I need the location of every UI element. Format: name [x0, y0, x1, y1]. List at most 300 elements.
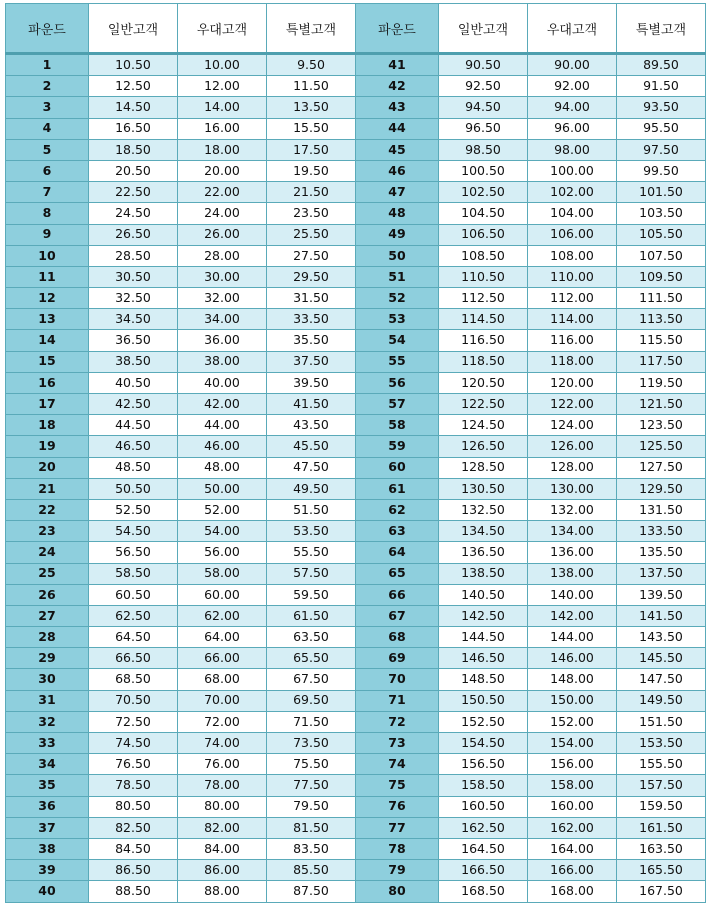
preferred-price-cell: 120.00 — [528, 372, 617, 393]
preferred-price-cell: 40.00 — [178, 372, 267, 393]
preferred-price-cell: 104.00 — [528, 203, 617, 224]
pound-cell: 16 — [6, 372, 89, 393]
pound-cell: 26 — [6, 584, 89, 605]
pound-cell: 56 — [356, 372, 439, 393]
table-row — [6, 436, 706, 457]
pound-cell: 73 — [356, 733, 439, 754]
preferred-price-cell: 116.00 — [528, 330, 617, 351]
regular-price-cell: 50.50 — [89, 478, 178, 499]
preferred-price-cell: 92.00 — [528, 76, 617, 97]
preferred-price-cell: 48.00 — [178, 457, 267, 478]
special-price-cell: 133.50 — [617, 521, 706, 542]
regular-price-cell: 30.50 — [89, 266, 178, 287]
preferred-price-cell: 54.00 — [178, 521, 267, 542]
preferred-price-cell: 134.00 — [528, 521, 617, 542]
special-price-cell: 103.50 — [617, 203, 706, 224]
special-price-cell: 119.50 — [617, 372, 706, 393]
pound-cell: 29 — [6, 648, 89, 669]
special-price-cell: 147.50 — [617, 669, 706, 690]
special-price-cell: 47.50 — [267, 457, 356, 478]
pound-cell: 62 — [356, 499, 439, 520]
header-preferred-right: 우대고객 — [528, 4, 617, 54]
preferred-price-cell: 72.00 — [178, 711, 267, 732]
special-price-cell: 107.50 — [617, 245, 706, 266]
pound-cell: 1 — [6, 54, 89, 76]
special-price-cell: 141.50 — [617, 605, 706, 626]
regular-price-cell: 122.50 — [439, 394, 528, 415]
special-price-cell: 65.50 — [267, 648, 356, 669]
preferred-price-cell: 142.00 — [528, 605, 617, 626]
special-price-cell: 23.50 — [267, 203, 356, 224]
table-row — [6, 224, 706, 245]
regular-price-cell: 132.50 — [439, 499, 528, 520]
preferred-price-cell: 78.00 — [178, 775, 267, 796]
preferred-price-cell: 150.00 — [528, 690, 617, 711]
preferred-price-cell: 86.00 — [178, 860, 267, 881]
pound-cell: 5 — [6, 139, 89, 160]
regular-price-cell: 10.50 — [89, 54, 178, 76]
regular-price-cell: 20.50 — [89, 160, 178, 181]
regular-price-cell: 28.50 — [89, 245, 178, 266]
preferred-price-cell: 140.00 — [528, 584, 617, 605]
preferred-price-cell: 88.00 — [178, 881, 267, 902]
preferred-price-cell: 10.00 — [178, 54, 267, 76]
pound-cell: 45 — [356, 139, 439, 160]
regular-price-cell: 118.50 — [439, 351, 528, 372]
pound-cell: 6 — [6, 160, 89, 181]
special-price-cell: 145.50 — [617, 648, 706, 669]
table-row — [6, 139, 706, 160]
header-special-left: 특별고객 — [267, 4, 356, 54]
table-row — [6, 394, 706, 415]
special-price-cell: 87.50 — [267, 881, 356, 902]
pound-cell: 53 — [356, 309, 439, 330]
regular-price-cell: 84.50 — [89, 838, 178, 859]
preferred-price-cell: 76.00 — [178, 754, 267, 775]
regular-price-cell: 68.50 — [89, 669, 178, 690]
table-row — [6, 754, 706, 775]
special-price-cell: 129.50 — [617, 478, 706, 499]
pound-cell: 20 — [6, 457, 89, 478]
pound-cell: 23 — [6, 521, 89, 542]
regular-price-cell: 82.50 — [89, 817, 178, 838]
regular-price-cell: 104.50 — [439, 203, 528, 224]
pound-cell: 10 — [6, 245, 89, 266]
special-price-cell: 115.50 — [617, 330, 706, 351]
special-price-cell: 131.50 — [617, 499, 706, 520]
pound-cell: 7 — [6, 182, 89, 203]
preferred-price-cell: 152.00 — [528, 711, 617, 732]
regular-price-cell: 88.50 — [89, 881, 178, 902]
preferred-price-cell: 64.00 — [178, 627, 267, 648]
table-row — [6, 182, 706, 203]
regular-price-cell: 100.50 — [439, 160, 528, 181]
special-price-cell: 31.50 — [267, 288, 356, 309]
preferred-price-cell: 26.00 — [178, 224, 267, 245]
regular-price-cell: 158.50 — [439, 775, 528, 796]
preferred-price-cell: 52.00 — [178, 499, 267, 520]
regular-price-cell: 24.50 — [89, 203, 178, 224]
regular-price-cell: 40.50 — [89, 372, 178, 393]
table-row — [6, 605, 706, 626]
regular-price-cell: 76.50 — [89, 754, 178, 775]
regular-price-cell: 108.50 — [439, 245, 528, 266]
special-price-cell: 67.50 — [267, 669, 356, 690]
regular-price-cell: 52.50 — [89, 499, 178, 520]
preferred-price-cell: 100.00 — [528, 160, 617, 181]
table-row — [6, 860, 706, 881]
pound-cell: 46 — [356, 160, 439, 181]
table-row — [6, 817, 706, 838]
regular-price-cell: 138.50 — [439, 563, 528, 584]
preferred-price-cell: 122.00 — [528, 394, 617, 415]
special-price-cell: 153.50 — [617, 733, 706, 754]
preferred-price-cell: 90.00 — [528, 54, 617, 76]
regular-price-cell: 80.50 — [89, 796, 178, 817]
special-price-cell: 91.50 — [617, 76, 706, 97]
regular-price-cell: 34.50 — [89, 309, 178, 330]
regular-price-cell: 164.50 — [439, 838, 528, 859]
special-price-cell: 105.50 — [617, 224, 706, 245]
pound-cell: 76 — [356, 796, 439, 817]
table-row — [6, 499, 706, 520]
regular-price-cell: 102.50 — [439, 182, 528, 203]
preferred-price-cell: 102.00 — [528, 182, 617, 203]
preferred-price-cell: 44.00 — [178, 415, 267, 436]
pound-cell: 61 — [356, 478, 439, 499]
pound-cell: 8 — [6, 203, 89, 224]
regular-price-cell: 56.50 — [89, 542, 178, 563]
table-row — [6, 881, 706, 902]
table-row — [6, 838, 706, 859]
pound-cell: 55 — [356, 351, 439, 372]
table-row — [6, 330, 706, 351]
table-row — [6, 775, 706, 796]
preferred-price-cell: 74.00 — [178, 733, 267, 754]
table-row — [6, 118, 706, 139]
special-price-cell: 123.50 — [617, 415, 706, 436]
table-row — [6, 97, 706, 118]
special-price-cell: 51.50 — [267, 499, 356, 520]
preferred-price-cell: 96.00 — [528, 118, 617, 139]
regular-price-cell: 96.50 — [439, 118, 528, 139]
preferred-price-cell: 156.00 — [528, 754, 617, 775]
regular-price-cell: 36.50 — [89, 330, 178, 351]
special-price-cell: 97.50 — [617, 139, 706, 160]
table-row — [6, 796, 706, 817]
regular-price-cell: 38.50 — [89, 351, 178, 372]
preferred-price-cell: 84.00 — [178, 838, 267, 859]
special-price-cell: 137.50 — [617, 563, 706, 584]
preferred-price-cell: 162.00 — [528, 817, 617, 838]
pound-cell: 79 — [356, 860, 439, 881]
regular-price-cell: 110.50 — [439, 266, 528, 287]
pound-cell: 27 — [6, 605, 89, 626]
table-row — [6, 76, 706, 97]
pound-cell: 32 — [6, 711, 89, 732]
preferred-price-cell: 94.00 — [528, 97, 617, 118]
pound-cell: 57 — [356, 394, 439, 415]
special-price-cell: 15.50 — [267, 118, 356, 139]
pound-cell: 24 — [6, 542, 89, 563]
price-table-wrapper — [5, 3, 706, 903]
preferred-price-cell: 82.00 — [178, 817, 267, 838]
preferred-price-cell: 38.00 — [178, 351, 267, 372]
pound-cell: 42 — [356, 76, 439, 97]
special-price-cell: 45.50 — [267, 436, 356, 457]
pound-cell: 78 — [356, 838, 439, 859]
special-price-cell: 35.50 — [267, 330, 356, 351]
pound-cell: 21 — [6, 478, 89, 499]
preferred-price-cell: 138.00 — [528, 563, 617, 584]
preferred-price-cell: 136.00 — [528, 542, 617, 563]
pound-cell: 11 — [6, 266, 89, 287]
special-price-cell: 9.50 — [267, 54, 356, 76]
pound-cell: 2 — [6, 76, 89, 97]
preferred-price-cell: 132.00 — [528, 499, 617, 520]
regular-price-cell: 94.50 — [439, 97, 528, 118]
regular-price-cell: 154.50 — [439, 733, 528, 754]
special-price-cell: 79.50 — [267, 796, 356, 817]
pound-cell: 3 — [6, 97, 89, 118]
special-price-cell: 85.50 — [267, 860, 356, 881]
regular-price-cell: 60.50 — [89, 584, 178, 605]
pound-cell: 18 — [6, 415, 89, 436]
preferred-price-cell: 22.00 — [178, 182, 267, 203]
price-table — [5, 3, 706, 903]
preferred-price-cell: 16.00 — [178, 118, 267, 139]
special-price-cell: 163.50 — [617, 838, 706, 859]
regular-price-cell: 72.50 — [89, 711, 178, 732]
preferred-price-cell: 110.00 — [528, 266, 617, 287]
regular-price-cell: 114.50 — [439, 309, 528, 330]
regular-price-cell: 42.50 — [89, 394, 178, 415]
preferred-price-cell: 56.00 — [178, 542, 267, 563]
pound-cell: 51 — [356, 266, 439, 287]
special-price-cell: 121.50 — [617, 394, 706, 415]
pound-cell: 65 — [356, 563, 439, 584]
regular-price-cell: 166.50 — [439, 860, 528, 881]
preferred-price-cell: 34.00 — [178, 309, 267, 330]
pound-cell: 31 — [6, 690, 89, 711]
preferred-price-cell: 106.00 — [528, 224, 617, 245]
special-price-cell: 39.50 — [267, 372, 356, 393]
special-price-cell: 151.50 — [617, 711, 706, 732]
regular-price-cell: 58.50 — [89, 563, 178, 584]
preferred-price-cell: 128.00 — [528, 457, 617, 478]
special-price-cell: 59.50 — [267, 584, 356, 605]
table-row — [6, 415, 706, 436]
table-row — [6, 669, 706, 690]
preferred-price-cell: 42.00 — [178, 394, 267, 415]
special-price-cell: 149.50 — [617, 690, 706, 711]
regular-price-cell: 124.50 — [439, 415, 528, 436]
regular-price-cell: 168.50 — [439, 881, 528, 902]
special-price-cell: 63.50 — [267, 627, 356, 648]
regular-price-cell: 112.50 — [439, 288, 528, 309]
special-price-cell: 89.50 — [617, 54, 706, 76]
pound-cell: 22 — [6, 499, 89, 520]
preferred-price-cell: 68.00 — [178, 669, 267, 690]
special-price-cell: 55.50 — [267, 542, 356, 563]
special-price-cell: 109.50 — [617, 266, 706, 287]
pound-cell: 58 — [356, 415, 439, 436]
pound-cell: 60 — [356, 457, 439, 478]
pound-cell: 44 — [356, 118, 439, 139]
preferred-price-cell: 154.00 — [528, 733, 617, 754]
regular-price-cell: 66.50 — [89, 648, 178, 669]
regular-price-cell: 18.50 — [89, 139, 178, 160]
special-price-cell: 111.50 — [617, 288, 706, 309]
special-price-cell: 143.50 — [617, 627, 706, 648]
regular-price-cell: 126.50 — [439, 436, 528, 457]
preferred-price-cell: 36.00 — [178, 330, 267, 351]
regular-price-cell: 140.50 — [439, 584, 528, 605]
table-row — [6, 584, 706, 605]
preferred-price-cell: 50.00 — [178, 478, 267, 499]
preferred-price-cell: 118.00 — [528, 351, 617, 372]
regular-price-cell: 54.50 — [89, 521, 178, 542]
special-price-cell: 37.50 — [267, 351, 356, 372]
table-row — [6, 733, 706, 754]
table-row — [6, 690, 706, 711]
special-price-cell: 33.50 — [267, 309, 356, 330]
preferred-price-cell: 80.00 — [178, 796, 267, 817]
table-row — [6, 266, 706, 287]
preferred-price-cell: 158.00 — [528, 775, 617, 796]
pound-cell: 33 — [6, 733, 89, 754]
pound-cell: 43 — [356, 97, 439, 118]
regular-price-cell: 116.50 — [439, 330, 528, 351]
regular-price-cell: 74.50 — [89, 733, 178, 754]
regular-price-cell: 106.50 — [439, 224, 528, 245]
table-row — [6, 457, 706, 478]
regular-price-cell: 46.50 — [89, 436, 178, 457]
table-row — [6, 54, 706, 76]
special-price-cell: 17.50 — [267, 139, 356, 160]
special-price-cell: 113.50 — [617, 309, 706, 330]
preferred-price-cell: 58.00 — [178, 563, 267, 584]
special-price-cell: 93.50 — [617, 97, 706, 118]
pound-cell: 70 — [356, 669, 439, 690]
pound-cell: 67 — [356, 605, 439, 626]
special-price-cell: 157.50 — [617, 775, 706, 796]
regular-price-cell: 48.50 — [89, 457, 178, 478]
special-price-cell: 29.50 — [267, 266, 356, 287]
special-price-cell: 127.50 — [617, 457, 706, 478]
table-row — [6, 309, 706, 330]
pound-cell: 80 — [356, 881, 439, 902]
regular-price-cell: 12.50 — [89, 76, 178, 97]
header-pound-right: 파운드 — [356, 4, 439, 54]
table-row — [6, 711, 706, 732]
regular-price-cell: 44.50 — [89, 415, 178, 436]
special-price-cell: 125.50 — [617, 436, 706, 457]
pound-cell: 19 — [6, 436, 89, 457]
pound-cell: 49 — [356, 224, 439, 245]
header-preferred-left: 우대고객 — [178, 4, 267, 54]
special-price-cell: 95.50 — [617, 118, 706, 139]
special-price-cell: 77.50 — [267, 775, 356, 796]
special-price-cell: 167.50 — [617, 881, 706, 902]
preferred-price-cell: 30.00 — [178, 266, 267, 287]
preferred-price-cell: 114.00 — [528, 309, 617, 330]
pound-cell: 72 — [356, 711, 439, 732]
table-row — [6, 288, 706, 309]
special-price-cell: 83.50 — [267, 838, 356, 859]
regular-price-cell: 22.50 — [89, 182, 178, 203]
special-price-cell: 117.50 — [617, 351, 706, 372]
pound-cell: 47 — [356, 182, 439, 203]
regular-price-cell: 78.50 — [89, 775, 178, 796]
regular-price-cell: 160.50 — [439, 796, 528, 817]
special-price-cell: 71.50 — [267, 711, 356, 732]
preferred-price-cell: 18.00 — [178, 139, 267, 160]
special-price-cell: 75.50 — [267, 754, 356, 775]
special-price-cell: 73.50 — [267, 733, 356, 754]
header-special-right: 특별고객 — [617, 4, 706, 54]
special-price-cell: 159.50 — [617, 796, 706, 817]
pound-cell: 74 — [356, 754, 439, 775]
regular-price-cell: 144.50 — [439, 627, 528, 648]
preferred-price-cell: 20.00 — [178, 160, 267, 181]
regular-price-cell: 156.50 — [439, 754, 528, 775]
pound-cell: 15 — [6, 351, 89, 372]
pound-cell: 34 — [6, 754, 89, 775]
preferred-price-cell: 164.00 — [528, 838, 617, 859]
pound-cell: 77 — [356, 817, 439, 838]
preferred-price-cell: 126.00 — [528, 436, 617, 457]
preferred-price-cell: 168.00 — [528, 881, 617, 902]
regular-price-cell: 152.50 — [439, 711, 528, 732]
header-pound-left: 파운드 — [6, 4, 89, 54]
regular-price-cell: 14.50 — [89, 97, 178, 118]
regular-price-cell: 142.50 — [439, 605, 528, 626]
pound-cell: 69 — [356, 648, 439, 669]
regular-price-cell: 136.50 — [439, 542, 528, 563]
regular-price-cell: 130.50 — [439, 478, 528, 499]
pound-cell: 64 — [356, 542, 439, 563]
table-row — [6, 478, 706, 499]
pound-cell: 52 — [356, 288, 439, 309]
special-price-cell: 101.50 — [617, 182, 706, 203]
pound-cell: 41 — [356, 54, 439, 76]
regular-price-cell: 148.50 — [439, 669, 528, 690]
pound-cell: 9 — [6, 224, 89, 245]
preferred-price-cell: 32.00 — [178, 288, 267, 309]
table-row — [6, 203, 706, 224]
preferred-price-cell: 146.00 — [528, 648, 617, 669]
pound-cell: 12 — [6, 288, 89, 309]
special-price-cell: 99.50 — [617, 160, 706, 181]
pound-cell: 66 — [356, 584, 439, 605]
preferred-price-cell: 130.00 — [528, 478, 617, 499]
preferred-price-cell: 160.00 — [528, 796, 617, 817]
special-price-cell: 19.50 — [267, 160, 356, 181]
header-regular-right: 일반고객 — [439, 4, 528, 54]
pound-cell: 37 — [6, 817, 89, 838]
special-price-cell: 61.50 — [267, 605, 356, 626]
preferred-price-cell: 46.00 — [178, 436, 267, 457]
preferred-price-cell: 98.00 — [528, 139, 617, 160]
special-price-cell: 43.50 — [267, 415, 356, 436]
special-price-cell: 53.50 — [267, 521, 356, 542]
special-price-cell: 165.50 — [617, 860, 706, 881]
regular-price-cell: 26.50 — [89, 224, 178, 245]
preferred-price-cell: 166.00 — [528, 860, 617, 881]
table-header — [6, 4, 706, 54]
pound-cell: 25 — [6, 563, 89, 584]
